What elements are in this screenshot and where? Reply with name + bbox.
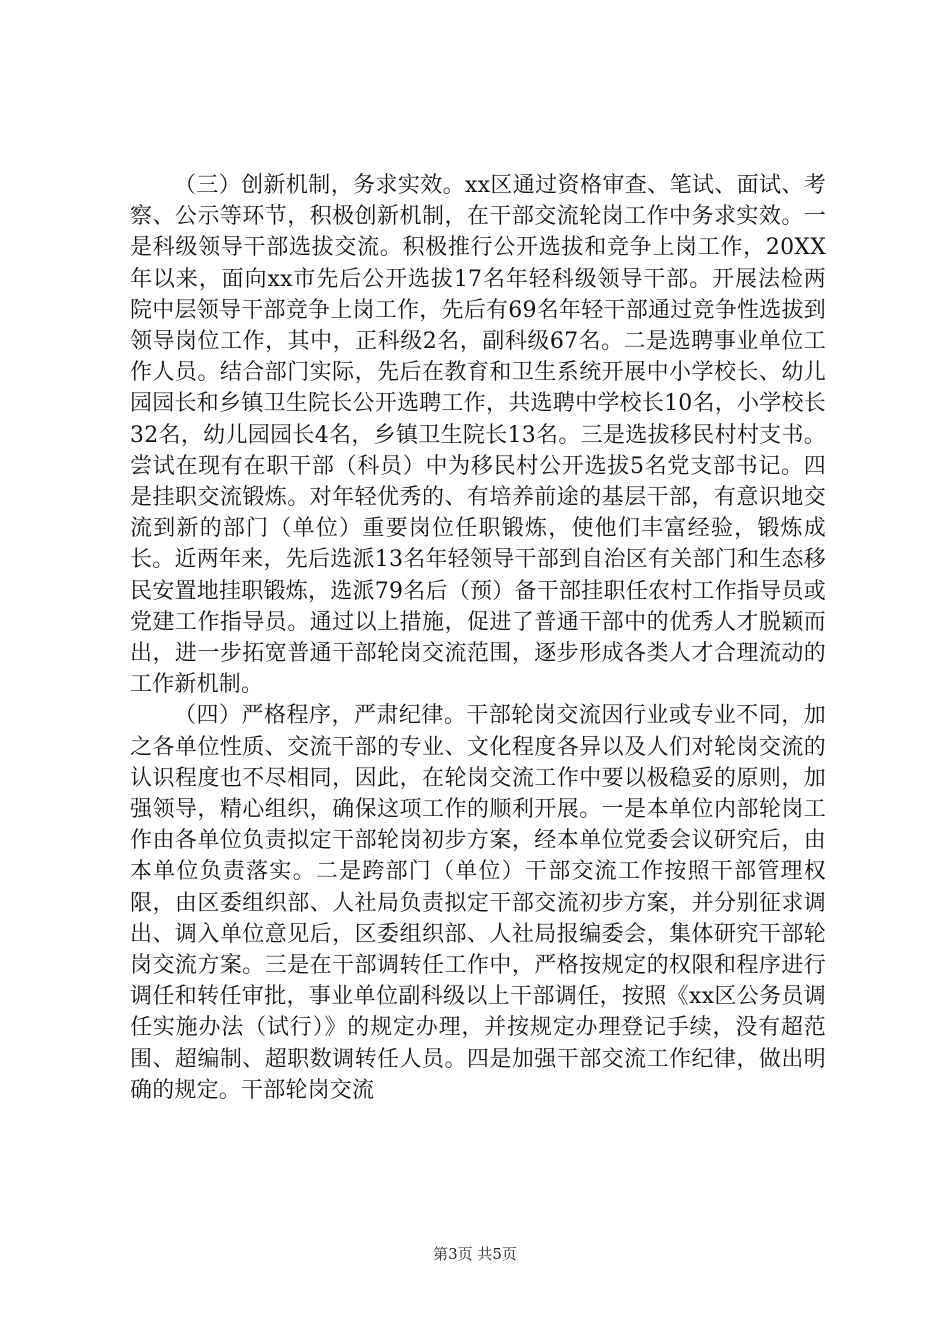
paragraph-innovation-mechanism: （三）创新机制，务求实效。xx区通过资格审查、笔试、面试、考察、公示等环节，积极创新机制，在干部交流轮岗工作中务求实效。一是科级领导干部选拔交流。积极推行公开选拔和竞争上岗工作，20XX年以来，面向xx市先后公开选拔17名年轻科级领导干部。开展法检两院中层领导干部竞争上岗工作，先后有69名年轻干部通过竞争性选拔到领导岗位工作，其中，正科级2名，副科级67名。二是选聘事业单位工作人员。结合部门实际，先后在教育和卫生系统开展中小学校长、幼儿园园长和乡镇卫生院长公开选聘工作，共选聘中学校长10名，小学校长32名，幼儿园园长4名，乡镇卫生院长13名。三是选拔移民村村支书。尝试在现有在职干部（科员）中为移民村公开选拔5名党支部书记。四是挂职交流锻炼。对年轻优秀的、有培养前途的基层干部，有意识地交流到新的部门（单位）重要岗位任职锻炼，使他们丰富经验，锻炼成长。近两年来，先后选派13名年轻领导干部到自治区有关部门和生态移民安置地挂职锻炼，选派79名后（预）备干部挂职任农村工作指导员或党建工作指导员。通过以上措施，促进了普通干部中的优秀人才脱颖而出，进一步拓宽普通干部轮岗交流范围，逐步形成各类人才合理流动的工作新机制。: [130, 173, 826, 698]
paragraph-strict-procedure: （四）严格程序，严肃纪律。干部轮岗交流因行业或专业不同，加之各单位性质、交流干部的专业、文化程度各异以及人们对轮岗交流的认识程度也不尽相同，因此，在轮岗交流工作中要以极稳妥的原则，加强领导，精心组织，确保这项工作的顺利开展。一是本单位内部轮岗工作由各单位负责拟定干部轮岗初步方案，经本单位党委会议研究后，由本单位负责落实。二是跨部门（单位）干部交流工作按照干部管理权限，由区委组织部、人社局负责拟定干部交流初步方案，并分别征求调出、调入单位意见后，区委组织部、人社局报编委会，集体研究干部轮岗交流方案。三是在干部调转任工作中，严格按规定的权限和程序进行调任和转任审批，事业单位副科级以上干部调任，按照《xx区公务员调任实施办法（试行）》的规定办理，并按规定办理登记手续，没有超范围、超编制、超职数调转任人员。四是加强干部交流工作纪律，做出明确的规定。干部轮岗交流: [130, 703, 826, 1103]
page-footer: 第3页 共5页: [433, 1245, 517, 1263]
document-body: [130, 170, 826, 1106]
